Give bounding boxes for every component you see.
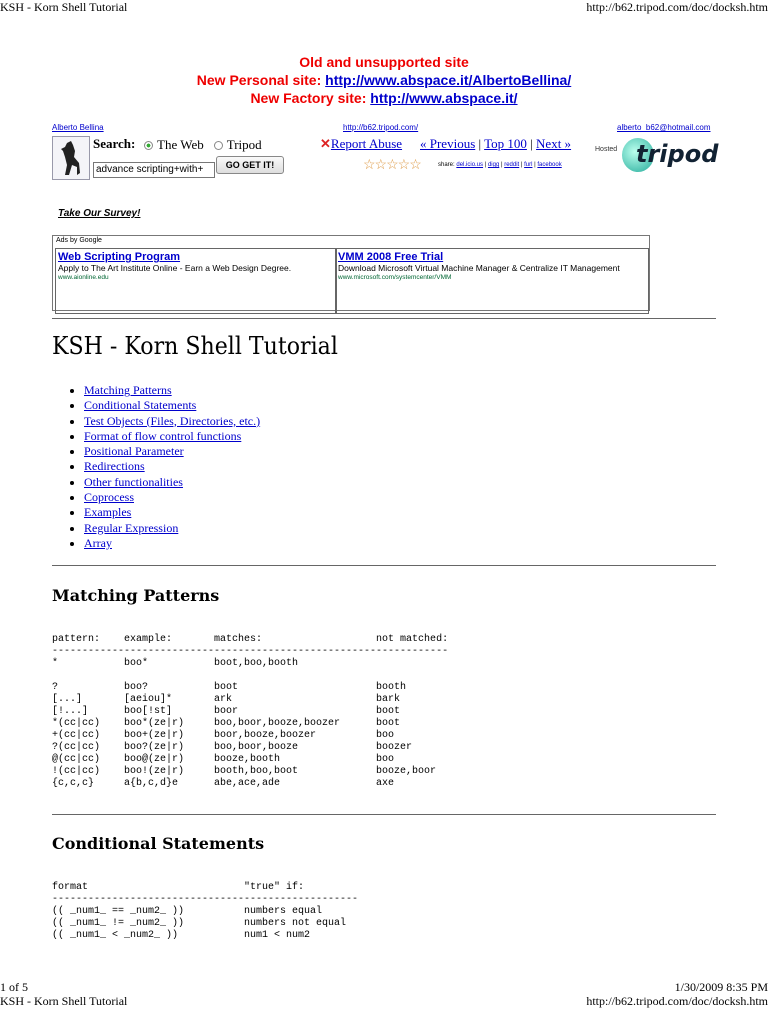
share-digg[interactable]: digg	[487, 162, 500, 168]
top100-link[interactable]: Top 100	[484, 136, 527, 151]
share-furl[interactable]: furl	[524, 162, 533, 168]
page-counter: 1 of 5	[0, 980, 28, 994]
search-scope	[144, 137, 262, 153]
toc-item	[84, 429, 260, 444]
print-header-url: http://b62.tripod.com/doc/docksh.htm	[586, 0, 768, 14]
survey-link[interactable]: Take Our Survey!	[58, 208, 141, 219]
personal-site-link[interactable]: http://www.abspace.it/AlbertoBellina/	[325, 72, 572, 88]
table-of-contents	[72, 383, 260, 551]
rating-stars[interactable]: ☆☆☆☆☆	[363, 157, 421, 173]
share-facebook[interactable]: facebook	[537, 162, 562, 168]
section-heading-matching-patterns: Matching Patterns	[52, 586, 220, 605]
footer-title: KSH - Korn Shell Tutorial	[0, 994, 128, 1008]
toc-item	[84, 536, 260, 551]
ad-url[interactable]: www.aionline.edu	[58, 274, 109, 281]
ads-box	[52, 235, 650, 311]
toc-link-redirections[interactable]: Redirections	[84, 459, 145, 474]
toc-item	[84, 383, 260, 398]
radio-tripod[interactable]	[214, 141, 223, 150]
share-bar: share: del.icio.us | digg | reddit | furl | facebook	[438, 162, 562, 168]
share-reddit[interactable]: reddit	[504, 162, 520, 168]
ads-label: Ads by Google	[56, 237, 102, 244]
banner-factory-label: New Factory site:	[250, 90, 371, 106]
site-url-link[interactable]: http://b62.tripod.com/	[343, 123, 419, 132]
ad-title[interactable]: VMM 2008 Free Trial	[338, 251, 444, 263]
toc-item	[84, 414, 260, 429]
toc-item	[84, 459, 260, 474]
dog-logo[interactable]	[52, 136, 90, 180]
toc-link-conditional-statements[interactable]: Conditional Statements	[84, 398, 197, 413]
toc-item	[84, 398, 260, 413]
search-input[interactable]: advance scripting+with+	[93, 162, 215, 178]
next-link[interactable]: Next »	[536, 136, 572, 151]
radio-web[interactable]	[144, 141, 153, 150]
divider	[52, 814, 716, 815]
radio-web-label: The Web	[157, 137, 204, 152]
toc-link-positional-parameter[interactable]: Positional Parameter	[84, 444, 184, 459]
go-get-it-button[interactable]: GO GET IT!	[216, 156, 284, 174]
ad-item[interactable]	[55, 248, 337, 314]
ad-text: Download Microsoft Virtual Machine Manager & Centralize IT Management	[338, 263, 620, 273]
tripod-brand: tripod	[636, 140, 719, 168]
factory-site-link[interactable]: http://www.abspace.it/	[370, 90, 518, 106]
previous-link[interactable]: « Previous	[420, 136, 476, 151]
toc-item	[84, 475, 260, 490]
report-abuse-link[interactable]: Report Abuse	[330, 136, 403, 151]
divider	[52, 318, 716, 319]
footer-url: http://b62.tripod.com/doc/docksh.htm	[586, 994, 768, 1008]
toc-item	[84, 521, 260, 536]
conditional-statements-table: format "true" if: --------------------------------------------------- (( _num1_ == _num2_ )) numbers equal (( _num1_ != _num2_ )) numbers not equal (( _num1_ < _num2_ )) num1 < num2	[52, 882, 359, 941]
toc-link-regular-expression[interactable]: Regular Expression	[84, 520, 179, 535]
ad-item[interactable]	[335, 248, 649, 314]
banner-notice: Old and unsupported site	[299, 54, 469, 70]
toc-item	[84, 444, 260, 459]
toc-link-examples[interactable]: Examples	[84, 505, 132, 520]
toc-link-matching-patterns[interactable]: Matching Patterns	[84, 383, 172, 397]
print-datetime: 1/30/2009 8:35 PM	[674, 980, 768, 994]
radio-tripod-label: Tripod	[226, 137, 262, 152]
toc-link-array[interactable]: Array	[84, 535, 112, 550]
email-link[interactable]: alberto_b62@hotmail.com	[617, 123, 711, 132]
dog-icon	[53, 137, 89, 179]
toc-link-other-functionalities[interactable]: Other functionalities	[84, 474, 183, 489]
page-title: KSH - Korn Shell Tutorial	[52, 332, 338, 360]
banner-factory-site	[0, 90, 768, 106]
matching-patterns-table: pattern: example: matches: not matched: ------------------------------------------------------------------ * boo* boot,boo,booth ? boo? boot booth [...] [aeiou]* ark bark [!...] boo[!st] boor boot *(cc|cc) boo*(ze|r) boo,boor,booze,boozer boot +(cc|cc) boo+(ze|r) boor,booze,boozer boo ?(cc|cc) boo?(ze|r) boo,boor,booze boozer @(cc|cc) boo@(ze|r) booze,booth boo !(cc|cc) boo!(ze|r) booth,boo,boot booze,boor {c,c,c} a{b,c,d}e abe,ace,ade axe	[52, 634, 449, 789]
toc-link-flow-control[interactable]: Format of flow control functions	[84, 428, 242, 443]
hosted-label: Hosted	[595, 146, 618, 153]
banner-personal-site	[0, 72, 768, 88]
print-header-title: KSH - Korn Shell Tutorial	[0, 0, 128, 14]
close-icon: ✕	[320, 136, 331, 151]
toc-item	[84, 490, 260, 505]
divider	[52, 565, 716, 566]
author-link[interactable]: Alberto Bellina	[52, 123, 104, 132]
toc-link-coprocess[interactable]: Coprocess	[84, 490, 134, 505]
ad-title[interactable]: Web Scripting Program	[58, 251, 181, 263]
banner-personal-label: New Personal site:	[196, 72, 326, 88]
search-label: Search:	[93, 136, 136, 151]
tripod-logo[interactable]	[622, 138, 719, 172]
section-heading-conditional-statements: Conditional Statements	[52, 834, 265, 853]
toc-item	[84, 505, 260, 520]
nav-links: « Previous | Top 100 | Next »	[420, 136, 572, 151]
share-label: share:	[438, 162, 455, 168]
ad-text: Apply to The Art Institute Online - Earn a Web Design Degree.	[58, 263, 292, 273]
share-delicious[interactable]: del.icio.us	[456, 162, 484, 168]
ad-url[interactable]: www.microsoft.com/systemcenter/VMM	[338, 274, 452, 281]
toc-link-test-objects[interactable]: Test Objects (Files, Directories, etc.)	[84, 413, 261, 428]
report-abuse[interactable]	[320, 136, 402, 152]
